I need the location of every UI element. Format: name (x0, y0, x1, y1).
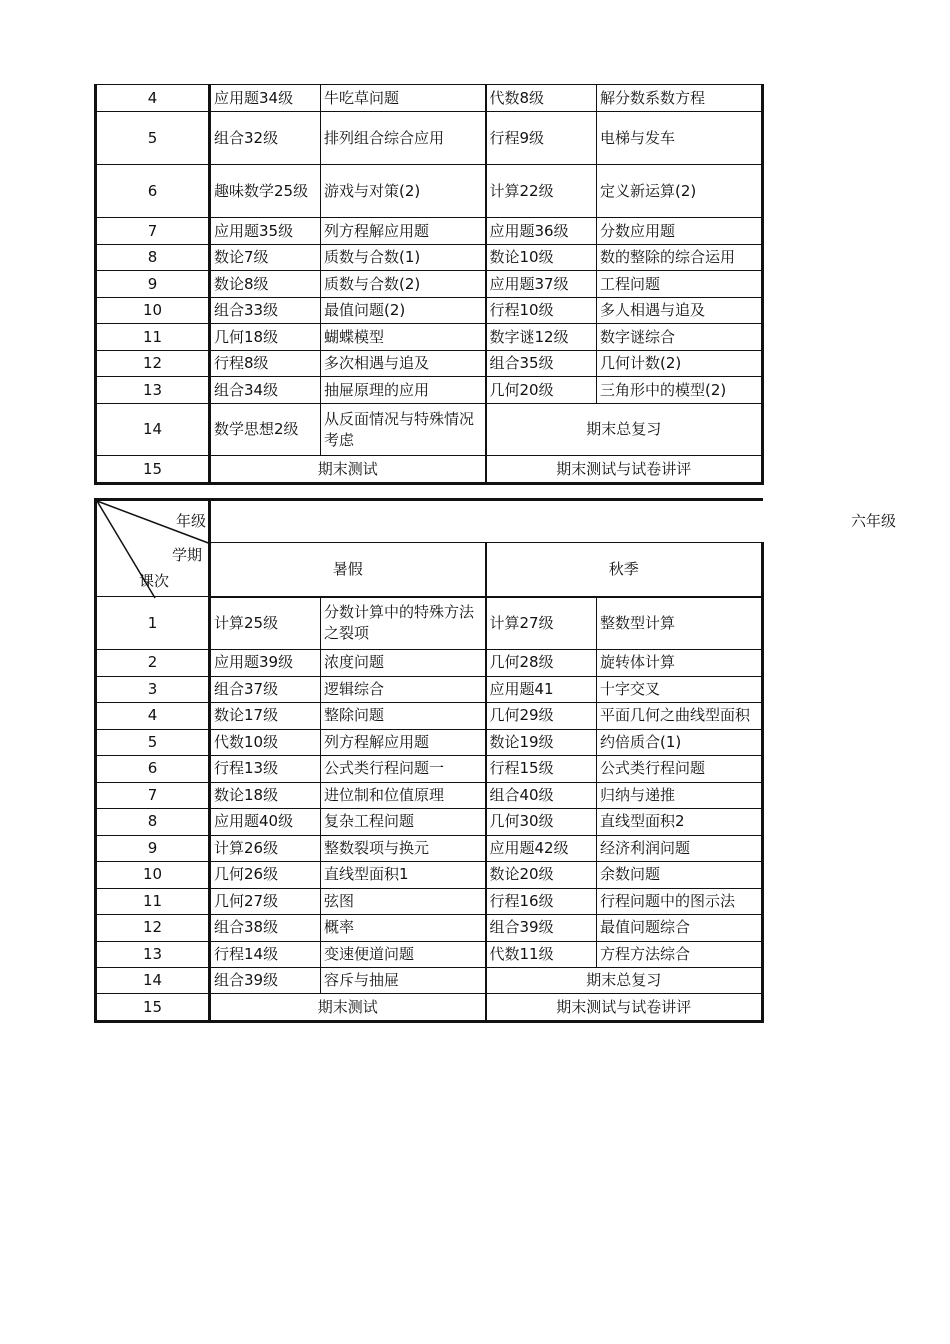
autumn-course-topic: 三角形中的模型(2) (597, 377, 763, 404)
summer-course-code: 组合37级 (210, 676, 321, 703)
lesson-number: 5 (96, 729, 210, 756)
lesson-number: 1 (96, 597, 210, 650)
autumn-course-code: 行程9级 (486, 112, 597, 165)
summer-course-code: 数论8级 (210, 271, 321, 298)
lesson-number: 6 (96, 165, 210, 218)
autumn-course-topic: 旋转体计算 (597, 650, 763, 677)
lesson-number: 10 (96, 862, 210, 889)
diagonal-header-cell (96, 500, 210, 597)
autumn-course-topic: 数的整除的综合运用 (597, 245, 763, 271)
summer-course-code: 几何27级 (210, 888, 321, 915)
summer-course-topic: 直线型面积1 (321, 862, 486, 889)
summer-course-code: 应用题34级 (210, 85, 321, 112)
lesson-number: 4 (96, 85, 210, 112)
autumn-course-code: 几何28级 (486, 650, 597, 677)
lesson-row (96, 703, 763, 730)
autumn-final-test-cell: 期末测试与试卷讲评 (486, 456, 763, 484)
lesson-row (96, 351, 763, 377)
summer-course-topic: 多次相遇与追及 (321, 351, 486, 377)
autumn-course-code: 计算27级 (486, 597, 597, 650)
autumn-course-code: 应用题36级 (486, 218, 597, 245)
summer-course-topic: 逻辑综合 (321, 676, 486, 703)
summer-course-topic: 质数与合数(1) (321, 245, 486, 271)
autumn-term-header: 秋季 (486, 543, 763, 597)
autumn-course-topic: 公式类行程问题 (597, 756, 763, 783)
lesson-row (96, 888, 763, 915)
summer-course-code: 应用题35级 (210, 218, 321, 245)
summer-course-code: 几何18级 (210, 324, 321, 351)
lesson-row (96, 994, 763, 1022)
autumn-course-topic: 方程方法综合 (597, 941, 763, 968)
lesson-number: 2 (96, 650, 210, 677)
summer-course-topic: 概率 (321, 915, 486, 942)
summer-course-code: 应用题39级 (210, 650, 321, 677)
lesson-row (96, 271, 763, 298)
autumn-review-cell: 期末总复习 (486, 968, 763, 994)
summer-course-code: 组合33级 (210, 298, 321, 324)
term-corner-label: 学期 (171, 546, 202, 564)
lesson-row (96, 245, 763, 271)
summer-term-header: 暑假 (210, 543, 486, 597)
autumn-course-topic: 平面几何之曲线型面积 (597, 703, 763, 730)
autumn-final-test-cell: 期末测试与试卷讲评 (486, 994, 763, 1022)
autumn-course-topic: 余数问题 (597, 862, 763, 889)
autumn-course-topic: 归纳与递推 (597, 782, 763, 809)
summer-course-topic: 变速便道问题 (321, 941, 486, 968)
autumn-course-topic: 工程问题 (597, 271, 763, 298)
autumn-course-code: 数论19级 (486, 729, 597, 756)
summer-course-code: 数论18级 (210, 782, 321, 809)
schedule-table-body (96, 85, 763, 484)
lesson-row (96, 809, 763, 836)
summer-course-topic: 列方程解应用题 (321, 218, 486, 245)
lesson-corner-label: 课次 (139, 572, 170, 590)
autumn-course-topic: 电梯与发车 (597, 112, 763, 165)
summer-course-topic: 公式类行程问题一 (321, 756, 486, 783)
lesson-number: 15 (96, 456, 210, 484)
autumn-course-code: 几何29级 (486, 703, 597, 730)
autumn-course-code: 行程15级 (486, 756, 597, 783)
summer-course-topic: 排列组合综合应用 (321, 112, 486, 165)
summer-course-code: 组合34级 (210, 377, 321, 404)
lesson-number: 14 (96, 968, 210, 994)
summer-course-code: 计算25级 (210, 597, 321, 650)
summer-course-topic: 游戏与对策(2) (321, 165, 486, 218)
autumn-course-code: 组合39级 (486, 915, 597, 942)
lesson-number: 7 (96, 782, 210, 809)
autumn-course-code: 几何30级 (486, 809, 597, 836)
autumn-course-topic: 约倍质合(1) (597, 729, 763, 756)
lesson-row (96, 112, 763, 165)
autumn-course-code: 应用题37级 (486, 271, 597, 298)
lesson-number: 14 (96, 404, 210, 456)
autumn-course-topic: 数字谜综合 (597, 324, 763, 351)
autumn-course-code: 应用题42级 (486, 835, 597, 862)
autumn-course-code: 数论10级 (486, 245, 597, 271)
autumn-course-topic: 最值问题综合 (597, 915, 763, 942)
lesson-number: 9 (96, 835, 210, 862)
lesson-row (96, 756, 763, 783)
autumn-course-code: 代数11级 (486, 941, 597, 968)
lesson-number: 7 (96, 218, 210, 245)
summer-course-topic: 整除问题 (321, 703, 486, 730)
summer-course-topic: 牛吃草问题 (321, 85, 486, 112)
lesson-row (96, 165, 763, 218)
autumn-course-code: 行程16级 (486, 888, 597, 915)
lesson-number: 4 (96, 703, 210, 730)
autumn-course-code: 计算22级 (486, 165, 597, 218)
autumn-course-topic: 直线型面积2 (597, 809, 763, 836)
autumn-course-topic: 几何计数(2) (597, 351, 763, 377)
summer-course-code: 数论7级 (210, 245, 321, 271)
autumn-course-topic: 多人相遇与追及 (597, 298, 763, 324)
lesson-row (96, 835, 763, 862)
grade-header-row (96, 500, 763, 543)
autumn-course-topic: 经济利润问题 (597, 835, 763, 862)
autumn-course-topic: 定义新运算(2) (597, 165, 763, 218)
lesson-row (96, 862, 763, 889)
lesson-number: 3 (96, 676, 210, 703)
autumn-course-topic: 十字交叉 (597, 676, 763, 703)
autumn-course-code: 组合40级 (486, 782, 597, 809)
autumn-course-code: 应用题41 (486, 676, 597, 703)
summer-course-topic: 蝴蝶模型 (321, 324, 486, 351)
lesson-row (96, 377, 763, 404)
lesson-row (96, 968, 763, 994)
lesson-row (96, 650, 763, 677)
summer-course-topic: 复杂工程问题 (321, 809, 486, 836)
summer-course-code: 几何26级 (210, 862, 321, 889)
lesson-row (96, 676, 763, 703)
autumn-course-code: 代数8级 (486, 85, 597, 112)
summer-course-topic: 从反面情况与特殊情况考虑 (321, 404, 486, 456)
lesson-number: 8 (96, 245, 210, 271)
autumn-course-code: 组合35级 (486, 351, 597, 377)
lesson-number: 10 (96, 298, 210, 324)
lesson-number: 11 (96, 324, 210, 351)
summer-course-code: 数论17级 (210, 703, 321, 730)
lesson-row (96, 404, 763, 456)
lesson-row (96, 729, 763, 756)
schedule-table-continued (94, 84, 764, 485)
autumn-course-code: 数字谜12级 (486, 324, 597, 351)
summer-course-code: 组合32级 (210, 112, 321, 165)
autumn-course-code: 几何20级 (486, 377, 597, 404)
autumn-course-code: 数论20级 (486, 862, 597, 889)
lesson-row (96, 456, 763, 484)
lesson-row (96, 915, 763, 942)
lesson-row (96, 597, 763, 650)
lesson-row (96, 218, 763, 245)
lesson-row (96, 941, 763, 968)
summer-course-topic: 质数与合数(2) (321, 271, 486, 298)
lesson-number: 15 (96, 994, 210, 1022)
summer-course-topic: 最值问题(2) (321, 298, 486, 324)
summer-final-test-cell: 期末测试 (210, 456, 486, 484)
autumn-course-topic: 行程问题中的图示法 (597, 888, 763, 915)
summer-course-topic: 抽屉原理的应用 (321, 377, 486, 404)
summer-course-topic: 弦图 (321, 888, 486, 915)
lesson-number: 13 (96, 941, 210, 968)
summer-course-code: 行程8级 (210, 351, 321, 377)
grade-corner-label: 年级 (175, 512, 206, 530)
summer-course-code: 代数10级 (210, 729, 321, 756)
lesson-row (96, 298, 763, 324)
summer-course-topic: 整数裂项与换元 (321, 835, 486, 862)
lesson-number: 13 (96, 377, 210, 404)
lesson-number: 5 (96, 112, 210, 165)
lesson-number: 12 (96, 915, 210, 942)
lesson-number: 9 (96, 271, 210, 298)
summer-course-topic: 浓度问题 (321, 650, 486, 677)
grade-title-cell (210, 500, 897, 543)
autumn-review-cell: 期末总复习 (486, 404, 763, 456)
summer-course-topic: 分数计算中的特殊方法之裂项 (321, 597, 486, 650)
lesson-number: 11 (96, 888, 210, 915)
summer-course-topic: 进位制和位值原理 (321, 782, 486, 809)
autumn-course-topic: 解分数系数方程 (597, 85, 763, 112)
lesson-row (96, 782, 763, 809)
summer-course-code: 行程14级 (210, 941, 321, 968)
lesson-row (96, 324, 763, 351)
summer-course-code: 趣味数学25级 (210, 165, 321, 218)
lesson-number: 6 (96, 756, 210, 783)
summer-course-code: 行程13级 (210, 756, 321, 783)
autumn-course-code: 行程10级 (486, 298, 597, 324)
lesson-number: 12 (96, 351, 210, 377)
autumn-course-topic: 整数型计算 (597, 597, 763, 650)
summer-course-code: 组合38级 (210, 915, 321, 942)
summer-course-code: 数学思想2级 (210, 404, 321, 456)
summer-course-topic: 容斥与抽屉 (321, 968, 486, 994)
lesson-row (96, 85, 763, 112)
autumn-course-topic: 分数应用题 (597, 218, 763, 245)
grade6-table-body (96, 500, 897, 1022)
summer-course-code: 应用题40级 (210, 809, 321, 836)
summer-course-code: 计算26级 (210, 835, 321, 862)
grade-title: 六年级 (851, 512, 897, 530)
grade6-schedule-table (94, 498, 897, 1023)
lesson-number: 8 (96, 809, 210, 836)
summer-course-code: 组合39级 (210, 968, 321, 994)
summer-course-topic: 列方程解应用题 (321, 729, 486, 756)
summer-final-test-cell: 期末测试 (210, 994, 486, 1022)
